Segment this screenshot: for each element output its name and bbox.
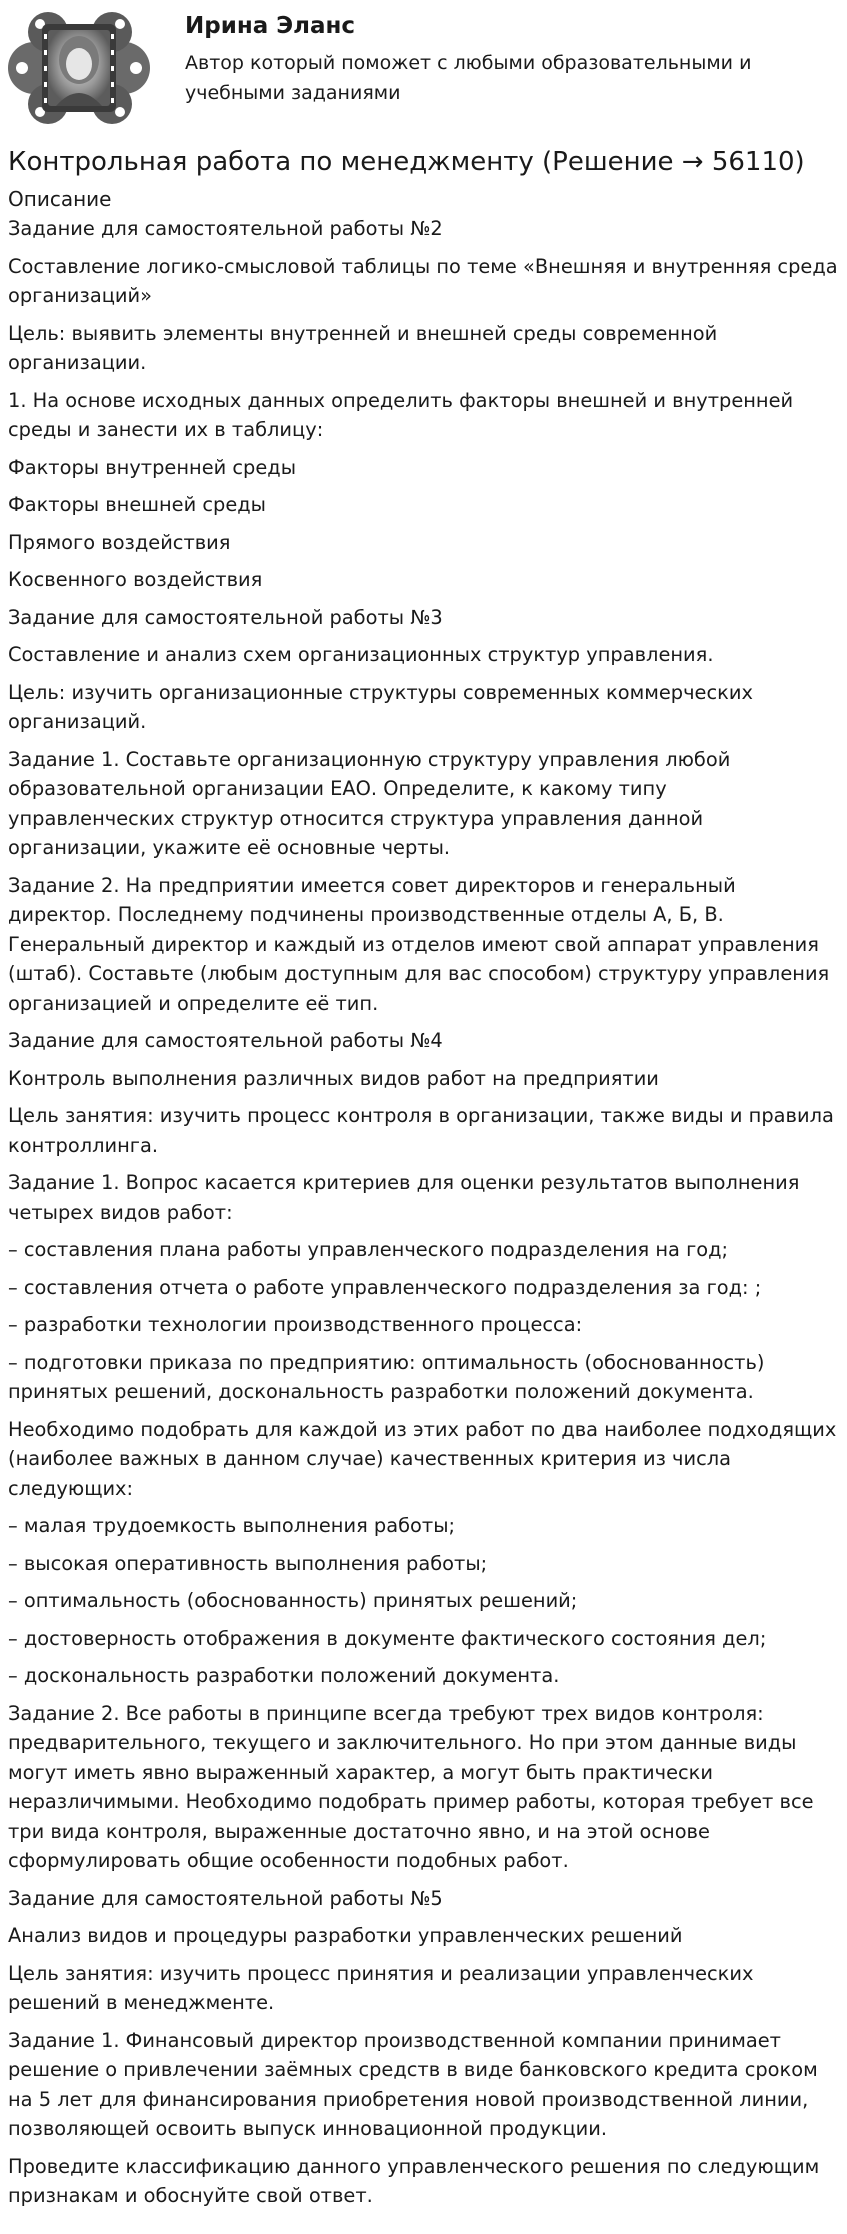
document-paragraph: – оптимальность (обоснованность) принятых решений; [8, 1589, 578, 1612]
document-paragraph: Проведите классификацию данного управленческого решения по следующим признакам и обоснуйте свой ответ. [8, 2154, 820, 2207]
document-paragraph: Факторы внешней среды [8, 493, 266, 516]
document-paragraph: Прямого воздействия [8, 530, 231, 554]
document-paragraph: – малая трудоемкость выполнения работы; [8, 1514, 456, 1537]
author-description: Автор который поможет с любыми образовательными и учебными заданиями [185, 52, 752, 104]
document-paragraph: Задание 2. На предприятии имеется совет директоров и генеральный директор. Последнему подчинены производственные отделы А, Б, В. Генеральный директор и каждый из отделов имеют свой аппарат управления (штаб). Составьте (любым доступным для вас способом) структуру управления организацией и определите её тип. [8, 873, 830, 1015]
document-paragraph: Задание 1. Вопрос касается критериев для оценки результатов выполнения четырех видов работ: [8, 1171, 800, 1224]
author-header [0, 0, 847, 140]
document-paragraph: Косвенного воздействия [8, 568, 263, 591]
document-paragraph: Задание для самостоятельной работы №2 [8, 217, 443, 240]
document-paragraph: Цель: выявить элементы внутренней и внешней среды современной организации. [8, 321, 718, 374]
author-name: Ирина Эланс [185, 13, 356, 39]
document-paragraph: – высокая оперативность выполнения работы; [8, 1551, 488, 1575]
document-paragraph: Задание для самостоятельной работы №3 [8, 605, 443, 629]
document-paragraph: Составление логико-смысловой таблицы по теме «Внешняя и внутренняя среда организаций» [8, 254, 838, 307]
document-body [8, 214, 838, 2219]
document-paragraph: Задание 1. Финансовый директор производственной компании принимает решение о привлечении заёмных средств в виде банковского кредита сроком на 5 лет для финансирования приобретения новой производственной линии, позволяющей освоить выпуск инновационной продукции. [8, 2028, 818, 2140]
document-paragraph: Цель занятия: изучить процесс контроля в организации, также виды и правила контроллинга. [8, 1104, 834, 1157]
document-paragraph: – подготовки приказа по предприятию: оптимальность (обоснованность) принятых решений, доскональность разработки положений документа. [8, 1350, 765, 1403]
document-paragraph: Задание 2. Все работы в принципе всегда требуют трех видов контроля: предварительного, текущего и заключительного. Но при этом данные виды могут иметь явно выраженный характер, а могут быть практически неразличимыми. Необходимо подобрать пример работы, которая требует все три вида контроля, выраженные достаточно явно, и на этой основе сформулировать общие особенности подобных работ. [8, 1701, 814, 1872]
document-paragraph: – доскональность разработки положений документа. [8, 1664, 560, 1687]
document-paragraph: Задание для самостоятельной работы №4 [8, 1029, 443, 1052]
document-paragraph: Необходимо подобрать для каждой из этих работ по два наиболее подходящих (наиболее важных в данном случае) качественных критерия из числа следующих: [8, 1417, 837, 1500]
document-title: Контрольная работа по менеджменту (Решение → 56110) [8, 147, 805, 177]
document-paragraph: – достоверность отображения в документе фактического состояния дел; [8, 1626, 767, 1650]
document-paragraph: – составления отчета о работе управленческого подразделения за год: ; [8, 1275, 762, 1299]
document-paragraph: – составления плана работы управленческого подразделения на год; [8, 1238, 729, 1261]
document-paragraph: Задание для самостоятельной работы №5 [8, 1886, 443, 1910]
document-paragraph: Цель занятия: изучить процесс принятия и реализации управленческих решений в менеджменте. [8, 1961, 754, 2014]
document-paragraph: – разработки технологии производственного процесса: [8, 1313, 583, 1336]
document-paragraph: Составление и анализ схем организационных структур управления. [8, 643, 714, 666]
document-paragraph: Контроль выполнения различных видов работ на предприятии [8, 1066, 659, 1090]
description-label: Описание [8, 187, 112, 211]
document-paragraph: Цель: изучить организационные структуры современных коммерческих организаций. [8, 680, 753, 733]
document-paragraph: 1. На основе исходных данных определить факторы внешней и внутренней среды и занести их в таблицу: [8, 388, 794, 441]
document-paragraph: Факторы внутренней среды [8, 455, 297, 479]
author-avatar-icon [8, 10, 150, 126]
document-paragraph: Задание 1. Составьте организационную структуру управления любой образовательной организации ЕАО. Определите, к какому типу управленческих структур относится структура управления данной организации, укажите её основные черты. [8, 747, 731, 859]
document-paragraph: Анализ видов и процедуры разработки управленческих решений [8, 1924, 683, 1947]
